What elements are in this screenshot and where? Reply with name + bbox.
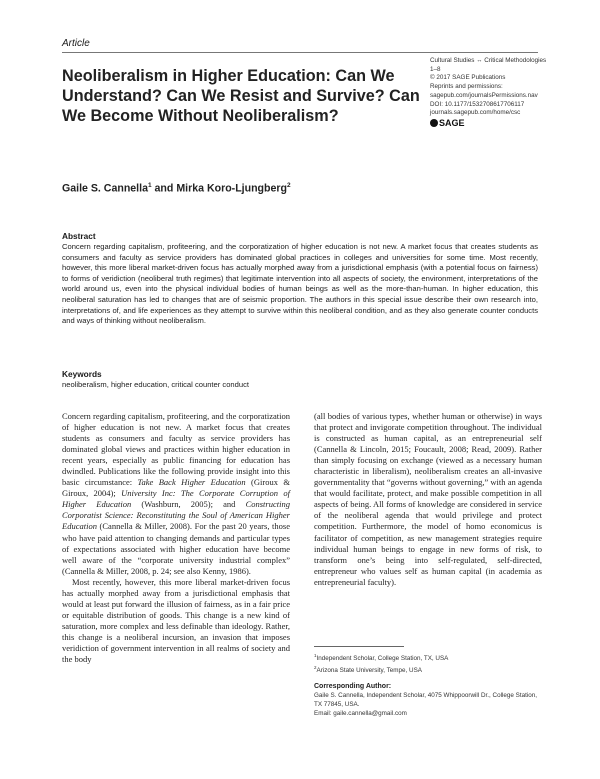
doi[interactable]: DOI: 10.1177/1532708617706117 — [430, 100, 525, 108]
page-range: 1–8 — [430, 65, 441, 73]
copyright: © 2017 SAGE Publications — [430, 74, 506, 82]
author-conjunction: and — [151, 182, 177, 195]
footnotes — [314, 651, 544, 718]
header-rule — [62, 52, 538, 53]
keywords-heading: Keywords — [62, 369, 102, 379]
author-name: Gaile S. Cannella — [62, 182, 148, 195]
body-paragraph: (all bodies of various types, whether human or otherwise) in ways that protect and invigorate competition throughout. The individual is constructed as human capital, as an entrepreneurial self (Cannella & Lincoln, 2015; Foucault, 2008; Read, 2009). Rather than simply focusing on exchange (viewed as a necessary human characteristic in liberalism), neoliberalism creates an all-invasive governmentality that “governs without governing,” with an agenda that would facilitate, protect, and make possible competition in all aspects of being. All forms of knowledge are considered in service of the neoliberal agenda that would privilege and protect competition. Furthermore, the model of homo economicus is facilitator of competition, as new management strategies require individual human beings to engage in new forms of risk, to transform one’s being into self-regulated, self-directed, entrepreneur who values self as human capital (in academia as entrepreneurial faculty). — [314, 411, 542, 587]
corresponding-author-address: Gaile S. Cannella, Independent Scholar, 4075 Whippoorwill Dr., College Station, TX 77845, USA. — [314, 692, 537, 709]
body-paragraph: Most recently, however, this more liberal market-driven focus has actually morphed away from a jurisdictional emphasis that would at least put forward the illusion of fairness, as in a fair price or equitable distribution of goods. This change is a new kind of saturation, more complex and less definable than ideology. Rather, this change is a neoliberal incursion, an invasion that imposes veridiction of government intervention in all realms of society and the body — [62, 576, 290, 665]
abstract-heading: Abstract — [62, 231, 96, 241]
affiliation-note: $^2$Arizona State University, Tempe, USA — [314, 665, 422, 675]
corresponding-author-heading: Corresponding Author: — [314, 683, 392, 691]
author-name: Mirka Koro-Ljungberg — [176, 182, 287, 195]
article-title: Neoliberalism in Higher Education: Can We Understand? Can We Resist and Survive? Can We Become Without Neoliberalism? — [62, 67, 420, 125]
author-list — [62, 182, 291, 195]
affiliation-marker: 2 — [286, 182, 291, 189]
book-title: Constructing Corporatist Science: Reconstituting the Soul of American Higher Education — [62, 499, 290, 532]
corresponding-author-email[interactable]: Email: gaile.cannella@gmail.com — [314, 710, 407, 718]
body-column-left — [62, 411, 290, 665]
footnote-rule — [314, 646, 404, 647]
book-title: Take Back Higher Education — [137, 477, 246, 488]
affiliation-note: $^1$Independent Scholar, College Station, TX, USA — [314, 653, 449, 663]
reprints-label: Reprints and permissions: — [430, 83, 503, 91]
body-column-right — [314, 411, 542, 588]
sage-mark-icon — [430, 119, 438, 127]
book-title: University Inc: The Corporate Corruption of Higher Education — [62, 488, 290, 510]
article-type-label: Article — [62, 38, 90, 49]
keywords-text: neoliberalism, higher education, critical counter conduct — [62, 380, 249, 389]
publisher-name: SAGE — [439, 117, 465, 128]
sage-logo — [430, 119, 542, 128]
abstract-text: Concern regarding capitalism, profiteering, and the corporatization of higher education is not new. A market focus that creates students as consumers and faculty as service providers has dominated global practices in colleges and universities for some time. Most recently, however, this more liberal market-driven focus has actually morphed away from a jurisdictional emphasis (with a potential focus on fairness) to forms of veridiction (neoliberal truth regimes) that legitimate intervention into all aspects of society, the environment, interpretations of the world around us, even into the physical individual bodies of human beings as well as the more-than-human. In higher education, this neoliberal saturation has led to changes that are of seismic proportion. The authors in this special issue describe their own research into, interpretations of, and life experiences as they attempt to survive within this neoliberal condition, and as they also generate counter conducts and ways of thinking without neoliberalism. — [62, 242, 538, 326]
reprints-link[interactable]: sagepub.com/journalsPermissions.nav — [430, 91, 538, 99]
affiliation-marker: 1 — [147, 182, 152, 189]
journal-name: Cultural Studies ↔ Critical Methodologies — [430, 57, 547, 64]
journal-link[interactable]: journals.sagepub.com/home/csc — [430, 109, 521, 117]
body-paragraph: Concern regarding capitalism, profiteering, and the corporatization of higher education is not new. A market focus that creates students as consumers and faculty as service providers has dominated global views and practices within higher education in recent years, especially as public financing for education has dwindled. Publications like the following provide insight into this basic circumstance: Take Back Higher Education (Giroux & Giroux, 2004); University Inc: The Corporate Corruption of Higher Education (Washburn, 2005); and Constructing Corporatist Science: Reconstituting the Soul of American Higher Education (Cannella & Miller, 2008). For the past 20 years, those who have paid attention to changing demands and particular types of expectations associated with higher education have become well aware of the “corporate university industrial complex” (Cannella & Miller, 2008, p. 24; see also Kenny, 1986). — [62, 411, 291, 576]
publication-info — [430, 57, 547, 128]
